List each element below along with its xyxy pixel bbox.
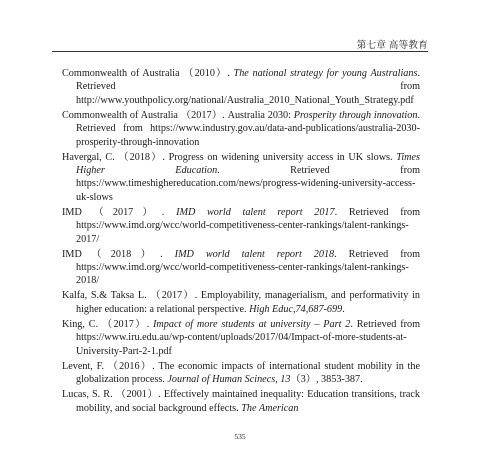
reference-text: IMD（2018）. bbox=[62, 248, 175, 260]
reference-title: Impact of more students at university – Part 2 bbox=[153, 318, 351, 330]
reference-entry bbox=[62, 388, 420, 415]
reference-entry bbox=[62, 248, 420, 288]
reference-entry bbox=[62, 151, 420, 205]
header-rule bbox=[52, 51, 428, 52]
reference-list bbox=[62, 67, 420, 417]
reference-source: . Retrieved from https://www.imd.org/wcc/world-competitiveness-center-rankings/talent-rankings-2017/ bbox=[76, 206, 421, 245]
reference-source: . Retrieved from https://www.industry.gov.au/data-and-publications/australia-2030-prosperity-through-innovation bbox=[76, 109, 420, 148]
reference-source: . Retrieved from https://www.timeshighereducation.com/news/progress-widening-university-access-uk-slows bbox=[76, 165, 420, 203]
reference-text: Kalfa, S.& Taksa L. （2017）. Employability, managerialism, and performativity in higher education: a relational perspective. bbox=[62, 290, 420, 315]
reference-source: （3）, 3853-387. bbox=[290, 374, 363, 386]
reference-entry bbox=[62, 289, 420, 316]
reference-entry bbox=[62, 360, 420, 387]
reference-text: IMD （2017）. bbox=[62, 206, 177, 218]
reference-source: . Retrieved from http://www.youthpolicy.org/national/Australia_2010_National_Youth_Strategy.pdf bbox=[76, 68, 420, 106]
reference-source: . bbox=[342, 303, 345, 315]
reference-text: King, C. （2017）. bbox=[62, 318, 154, 330]
reference-text: Havergal, C. （2018）. Progress on widening university access in UK slows. bbox=[62, 151, 397, 163]
reference-entry bbox=[62, 206, 420, 246]
reference-title: Journal of Human Scinecs, 13 bbox=[167, 374, 291, 386]
reference-entry bbox=[62, 318, 420, 358]
reference-title: Prosperity through innovation bbox=[293, 109, 418, 121]
reference-text: Lucas, S. R. （2001）. Effectively maintained inequality: Education transitions, track mobility, and social background effects. bbox=[62, 389, 420, 414]
reference-entry bbox=[62, 109, 420, 149]
reference-title: Times Higher Education bbox=[76, 151, 420, 177]
reference-text: Levent, F. （2016）. The economic impacts of international student mobility in the globalization process. bbox=[62, 360, 420, 386]
reference-source: . Retrieved from https://www.iru.edu.au/wp-content/uploads/2017/04/Impact-of-more-students-at-University-Part-2-1.pdf bbox=[76, 318, 421, 357]
reference-title: IMD world talent report 2017 bbox=[176, 206, 335, 218]
reference-title: The American bbox=[241, 402, 299, 414]
reference-title: IMD world talent report 2018 bbox=[174, 248, 335, 260]
running-header: 第七章 高等教育 bbox=[356, 41, 428, 51]
reference-text: Commonwealth of Australia （2017）. Australia 2030: bbox=[62, 109, 294, 121]
page-number: 535 bbox=[234, 432, 246, 441]
reference-source: . Retrieved from https://www.imd.org/wcc/world-competitiveness-center-rankings/talent-rankings-2018/ bbox=[76, 248, 421, 287]
reference-text: Commonwealth of Australia （2010）. bbox=[62, 68, 234, 79]
reference-title: The national strategy for young Australians bbox=[233, 68, 418, 79]
reference-title: High Educ,74,687-699 bbox=[249, 303, 343, 315]
reference-entry bbox=[62, 67, 420, 107]
